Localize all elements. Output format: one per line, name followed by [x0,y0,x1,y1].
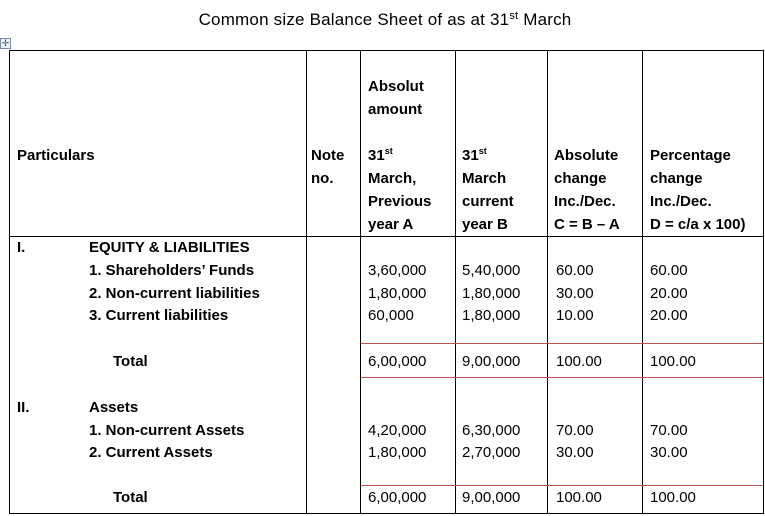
cell-a: 1,80,000 [368,285,427,302]
col-border-right [763,50,764,514]
col-border-d [642,50,643,514]
total1-a: 6,00,000 [368,353,427,370]
cell-b: 6,30,000 [462,422,521,439]
cell-b: 2,70,000 [462,444,521,461]
total2-c: 100.00 [556,489,602,506]
row-label: 2. Non-current liabilities [89,285,260,302]
cell-b: 1,80,000 [462,307,521,324]
total1-d: 100.00 [650,353,696,370]
col-border-left [9,50,10,514]
row-label: 3. Current liabilities [89,307,229,324]
section2-title: Assets [89,399,139,416]
cell-b: 5,40,000 [462,262,521,279]
section1-roman: I. [17,239,26,256]
col-border-a [360,50,361,514]
cell-d: 20.00 [650,285,688,302]
absolute-change-header: Absolute change Inc./Dec. C = B – A [554,147,620,233]
total1-bottom-rule [361,377,763,378]
total1-b: 9,00,000 [462,353,521,370]
total1-label: Total [113,353,148,370]
cell-c: 70.00 [556,422,594,439]
absolut-amount-header: Absolut amount [368,78,424,118]
table-top-border [9,50,763,51]
cell-c: 30.00 [556,285,594,302]
row-label: 1. Non-current Assets [89,422,245,439]
section2-roman: II. [17,399,30,416]
percentage-change-header: Percentage change Inc./Dec. D = c/a x 100) [650,147,746,233]
table-move-handle-icon[interactable]: ✛ [1,38,10,48]
section1-title: EQUITY & LIABILITIES [89,239,250,256]
cell-d: 60.00 [650,262,688,279]
cell-a: 3,60,000 [368,262,427,279]
total2-b: 9,00,000 [462,489,521,506]
col-border-c [547,50,548,514]
cell-a: 4,20,000 [368,422,427,439]
cell-b: 1,80,000 [462,285,521,302]
document-title: Common size Balance Sheet of as at 31st March [198,10,572,29]
note-no-header: Note no. [311,147,345,187]
col-border-b [455,50,456,514]
total1-top-rule [361,343,763,344]
cell-c: 10.00 [556,307,594,324]
table-bottom-border [9,513,763,514]
cell-a: 1,80,000 [368,444,427,461]
total2-label: Total [113,489,148,506]
cell-a: 60,000 [368,307,414,324]
row-label: 1. Shareholders’ Funds [89,262,255,279]
total1-c: 100.00 [556,353,602,370]
col-border-note [306,50,307,514]
cell-d: 20.00 [650,307,688,324]
cell-c: 30.00 [556,444,594,461]
total2-a: 6,00,000 [368,489,427,506]
prev-year-header: 31st March, Previous year A [368,146,432,233]
cell-d: 30.00 [650,444,688,461]
cell-c: 60.00 [556,262,594,279]
cell-d: 70.00 [650,422,688,439]
total2-d: 100.00 [650,489,696,506]
row-label: 2. Current Assets [89,444,213,461]
particulars-header: Particulars [17,147,95,164]
curr-year-header: 31st March current year B [462,146,514,233]
